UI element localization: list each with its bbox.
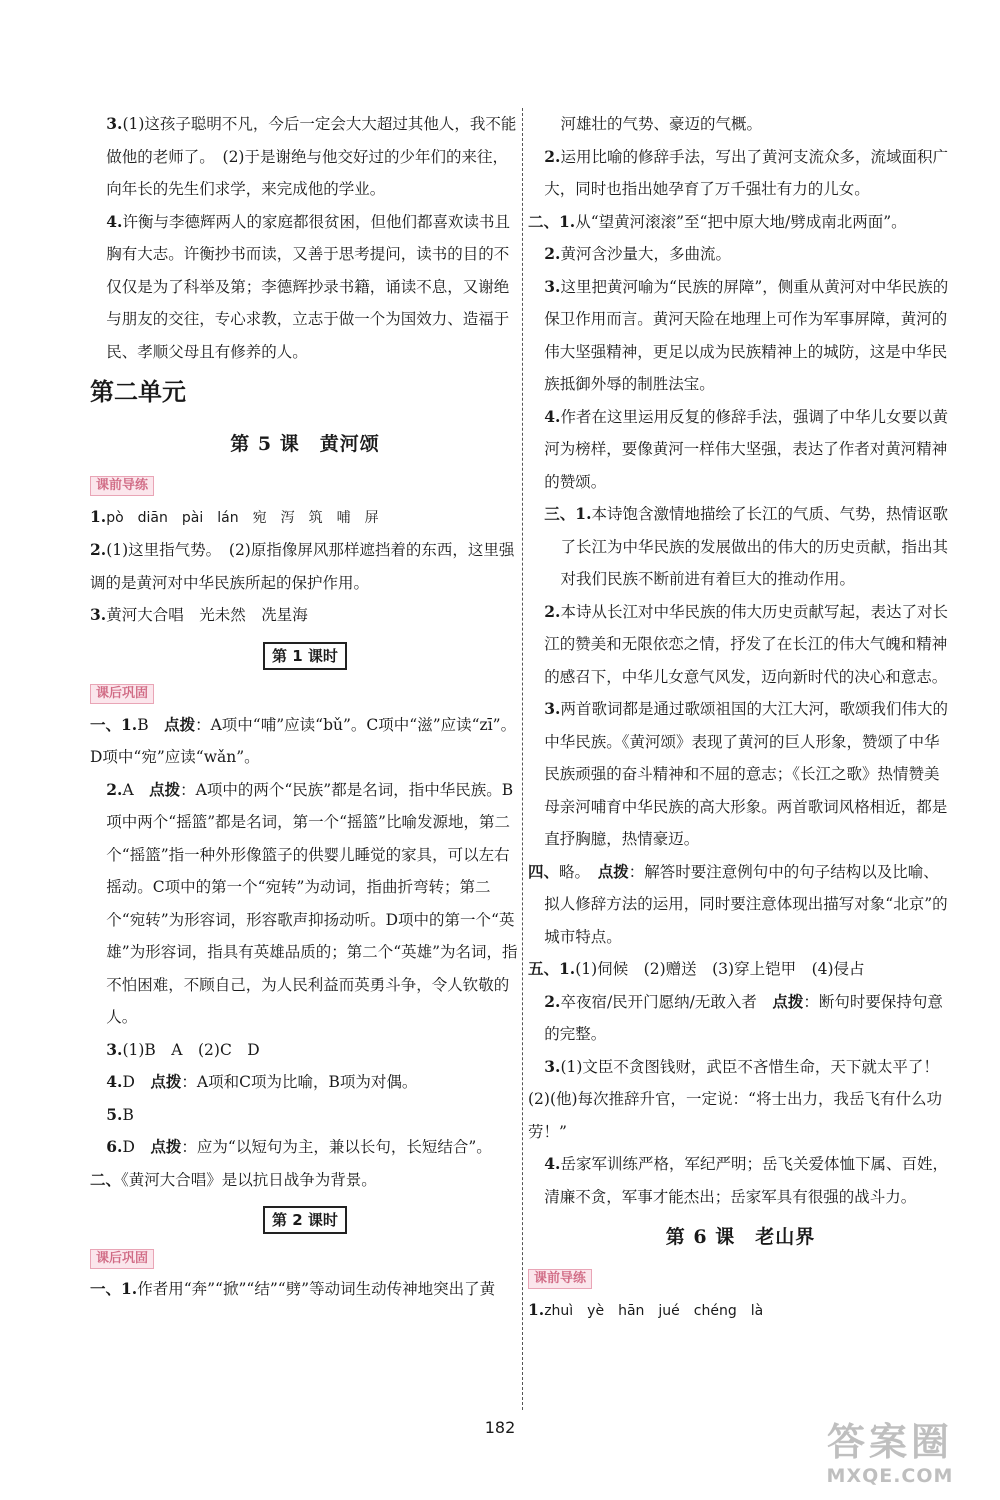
unit-title: 第二单元 — [90, 378, 186, 406]
column-divider — [522, 108, 523, 1410]
lesson-title: 第 6 课 老山界 — [665, 1226, 816, 1248]
answer-item: 二、1.从“望黄河滚滚”至“把中原大地/劈成南北两面”。 — [528, 211, 907, 231]
answer-item: 五、1.(1)伺候 (2)赠送 (3)穿上铠甲 (4)侵占 — [528, 959, 865, 978]
watermark-url: MXQE.COM — [826, 1465, 954, 1487]
answer-item: 3.(1)文臣不贪图钱财，武臣不吝惜生命，天下就太平了！ — [544, 1056, 939, 1076]
answer-item: 四、略。 点拨：解答时要注意例句中的句子结构以及比喻、拟人修辞方法的运用，同时要注意体现出描写对象“北京”的城市特点。 — [528, 861, 948, 946]
answer-item: 2.(1)这里指气势。 (2)原指像屏风那样遮挡着的东西，这里强调的是黄河对中华民族所起的保护作用。 — [90, 540, 515, 592]
answer-item: 3.两首歌词都是通过歌颂祖国的大江大河，歌颂我们伟大的中华民族。《黄河颂》表现了黄河的巨人形象，赞颂了中华民族顽强的奋斗精神和不屈的意志；《长江之歌》热情赞美母亲河哺育中华民族的高大形象。两首歌词风格相近，都是直抒胸臆，热情豪迈。 — [544, 699, 948, 848]
answer-item: 6.D 点拨：应为“以短句为主，兼以长句，长短结合”。 — [106, 1137, 492, 1156]
answer-item: 2.A 点拨：A项中的两个“民族”都是名词，指中华民族。B项中两个“摇篮”都是名词，第一个“摇篮”比喻发源地，第二个“摇篮”指一种外形像篮子的供婴儿睡觉的家具，可以左右摇动。C项中的第一个“宛转”为动词，指曲折弯转；第二个“宛转”为形容词，形容歌声抑扬动听。D项中的第一个“英雄”为形容词，指具有英雄品质的；第二个“英雄”为名词，指不怕困难，不顾自己，为人民利益而英勇斗争，令人钦敬的人。 — [106, 779, 518, 1026]
watermark-text: 答案圈 — [826, 1420, 953, 1464]
answer-item: 2.本诗从长江对中华民族的伟大历史贡献写起，表达了对长江的赞美和无限依恋之情，抒发了在长江的伟大气魄和精神的感召下，中华儿女意气风发，迈向新时代的决心和意志。 — [544, 601, 948, 686]
watermark-logo — [790, 1420, 990, 1488]
answer-item: 1.zhuì yè hān jué chéng là — [528, 1299, 764, 1319]
answer-item: 3.这里把黄河喻为“民族的屏障”，侧重从黄河对中华民族的保卫作用而言。黄河天险在地理上可作为军事屏障，黄河的伟大坚强精神，更足以成为民族精神上的城防，这是中华民族抵御外辱的制胜法宝。 — [544, 276, 949, 393]
answer-item: 一、1.B 点拨：A项中“哺”应读“bǔ”。C项中“滋”应读“zī”。D项中“宛”应读“wǎn”。 — [90, 714, 517, 766]
answer-item: 3.(1)这孩子聪明不凡，今后一定会大大超过其他人，我不能做他的老师了。 (2)于是谢绝与他交好过的少年们的来往，向年长的先生们求学，来完成他的学业。 — [106, 114, 517, 198]
right-column — [528, 108, 953, 1327]
left-column — [90, 108, 520, 1306]
answer-item: 3.(1)B A (2)C D — [106, 1039, 260, 1059]
answer-item: 三、1.本诗饱含激情地描绘了长江的气质、气势，热情讴歌了长江为中华民族的发展做出的伟大的历史贡献，指出其对我们民族不断前进有着巨大的推动作用。 — [544, 504, 949, 588]
answer-item: 5.B — [106, 1104, 134, 1124]
page-number: 182 — [484, 1418, 516, 1437]
period-label: 第 1 课时 — [263, 642, 347, 670]
answer-item: 2.黄河含沙量大，多曲流。 — [544, 244, 731, 263]
answer-item: 2.卒夜宿/民开门愿纳/无敢入者 点拨：断句时要保持句意的完整。 — [544, 991, 943, 1043]
answer-item: 4.许衡与李德辉两人的家庭都很贫困，但他们都喜欢读书且胸有大志。许衡抄书而读，又善于思考提问，读书的目的不仅仅是为了科举及第；李德辉抄录书籍，诵读不息，又谢绝与朋友的交往，专心求教，立志于做一个为国效力、造福于民、孝顺父母且有修养的人。 — [106, 211, 510, 361]
period-label: 第 2 课时 — [263, 1206, 347, 1234]
answer-item: 4.D 点拨：A项和C项为比喻，B项为对偶。 — [106, 1072, 418, 1091]
answer-item: 1.pò diān pài lán 宛 泻 筑 哺 屏 — [90, 506, 379, 526]
section-tag-preview: 课前导练 — [90, 476, 154, 496]
section-tag-review: 课后巩固 — [90, 1249, 154, 1269]
answer-continuation: 河雄壮的气势、豪迈的气概。 — [560, 115, 763, 133]
answer-item: (2)(他)每次推辞升官，一定说：“将士出力，我岳飞有什么功劳！” — [528, 1090, 942, 1141]
section-tag-review: 课后巩固 — [90, 684, 154, 704]
answer-item: 4.岳家军训练严格，军纪严明；岳飞关爱体恤下属、百姓，清廉不贪，军事才能杰出；岳家军具有很强的战斗力。 — [544, 1154, 948, 1206]
answer-item: 2.运用比喻的修辞手法，写出了黄河支流众多，流域面积广大，同时也指出她孕育了万千强壮有力的儿女。 — [544, 146, 948, 198]
lesson-title: 第 5 课 黄河颂 — [230, 433, 380, 455]
section-tag-preview: 课前导练 — [528, 1269, 592, 1289]
answer-item: 4.作者在这里运用反复的修辞手法，强调了中华儿女要以黄河为榜样，要像黄河一样伟大坚强，表达了作者对黄河精神的赞颂。 — [544, 406, 948, 491]
answer-item: 3.黄河大合唱 光未然 冼星海 — [90, 605, 308, 624]
answer-item: 一、1.作者用“奔”“掀”“结”“劈”等动词生动传神地突出了黄 — [90, 1279, 496, 1298]
answer-item: 二、《黄河大合唱》是以抗日战争为背景。 — [90, 1169, 377, 1189]
